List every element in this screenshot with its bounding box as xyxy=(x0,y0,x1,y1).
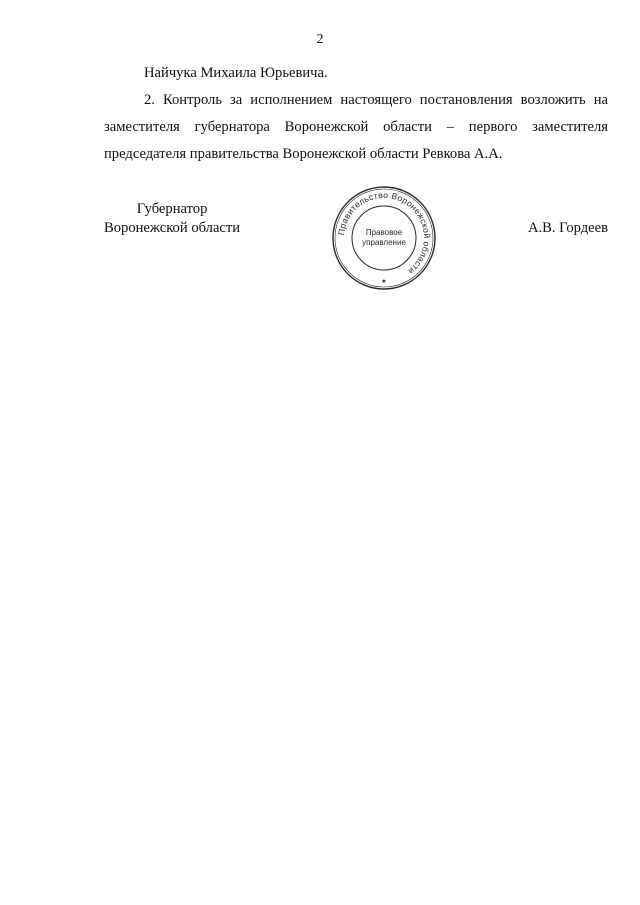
official-stamp xyxy=(331,185,437,291)
star-icon: ★ xyxy=(381,278,387,285)
paragraph-control xyxy=(104,87,608,168)
text-line: заместителя губернатора Воронежской области – первого заместителя xyxy=(104,119,608,135)
stamp-outer-text: Правительство Воронежской области xyxy=(336,189,433,277)
text-line: 2. Контроль за исполнением настоящего постановления возложить на xyxy=(144,92,608,108)
text-line: председателя правительства Воронежской области Ревкова А.А. xyxy=(104,146,503,162)
position-region: Воронежской области xyxy=(104,220,241,236)
stamp-inner-line2: управление xyxy=(362,238,406,247)
paragraph-name xyxy=(104,60,608,87)
page-number: 2 xyxy=(316,32,324,47)
position-title: Губернатор xyxy=(136,201,208,217)
text-line: Найчука Михаила Юрьевича. xyxy=(144,65,328,81)
stamp-inner-line1: Правовое xyxy=(365,228,403,237)
signer-name: А.В. Гордеев xyxy=(527,220,608,236)
signature-position xyxy=(104,200,240,238)
